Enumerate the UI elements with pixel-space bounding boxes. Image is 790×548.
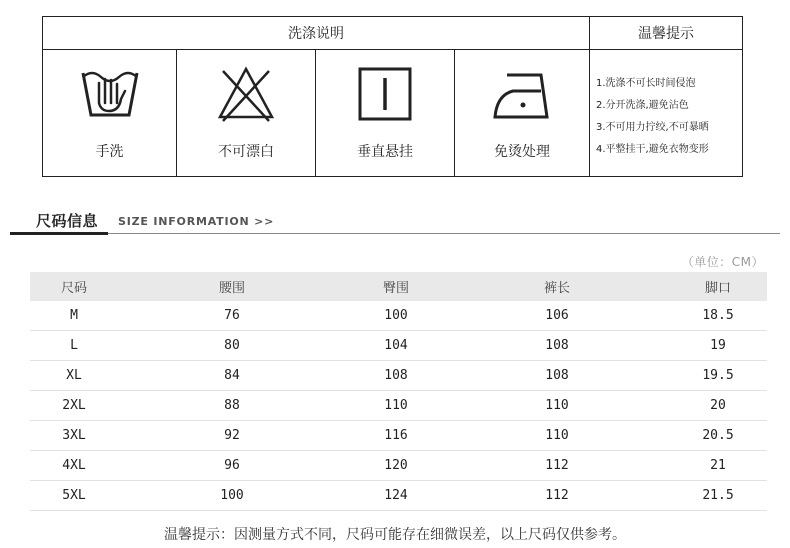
header-cell-size: 尺码	[60, 281, 88, 296]
drip-dry-icon	[354, 63, 416, 125]
care-header-row	[43, 17, 742, 50]
table-cell: 84	[224, 368, 240, 383]
table-cell: 108	[545, 338, 569, 353]
table-cell: 3XL	[62, 428, 86, 443]
table-cell: 20.5	[702, 428, 734, 443]
size-table-header	[30, 272, 767, 301]
table-cell: 110	[545, 398, 569, 413]
table-cell: 19	[710, 338, 726, 353]
table-cell: 96	[224, 458, 240, 473]
table-cell: 19.5	[702, 368, 734, 383]
table-row	[30, 421, 767, 451]
care-item-label: 不可漂白	[218, 144, 274, 160]
table-row	[30, 331, 767, 361]
table-cell: 120	[384, 458, 408, 473]
iron-icon	[489, 63, 555, 125]
table-cell: 100	[384, 308, 408, 323]
table-cell: 112	[545, 488, 569, 503]
header-cell-length: 裤长	[543, 281, 571, 296]
size-table	[30, 272, 767, 511]
table-cell: 110	[384, 398, 408, 413]
header-cell-waist: 腰围	[218, 281, 246, 296]
size-section-subtitle: SIZE INFORMATION >>	[118, 215, 275, 228]
care-item-hand-wash	[43, 49, 177, 176]
care-item-label: 免烫处理	[494, 144, 550, 160]
table-cell: 5XL	[62, 488, 86, 503]
table-cell: 2XL	[62, 398, 86, 413]
table-cell: XL	[66, 368, 82, 383]
section-divider	[10, 233, 780, 234]
care-item-no-bleach	[177, 49, 316, 176]
table-row	[30, 361, 767, 391]
care-item-iron	[455, 49, 589, 176]
table-cell: 104	[384, 338, 408, 353]
table-row	[30, 451, 767, 481]
no-bleach-icon	[215, 63, 277, 125]
table-cell: 106	[545, 308, 569, 323]
table-cell: 21.5	[702, 488, 734, 503]
table-cell: 4XL	[62, 458, 86, 473]
care-item-label: 手洗	[95, 144, 124, 160]
table-row	[30, 481, 767, 511]
tip-item: 4.平整挂干,避免衣物变形	[596, 144, 709, 155]
care-tips-list	[589, 49, 742, 176]
table-cell: 88	[224, 398, 240, 413]
unit-label: （单位：CM）	[681, 255, 764, 269]
hand-wash-icon	[79, 63, 141, 125]
table-cell: 116	[384, 428, 408, 443]
table-cell: 112	[545, 458, 569, 473]
table-row	[30, 391, 767, 421]
table-cell: 108	[545, 368, 569, 383]
table-cell: 92	[224, 428, 240, 443]
care-instructions-table	[42, 16, 743, 177]
table-cell: 108	[384, 368, 408, 383]
tip-item: 1.洗涤不可长时间侵泡	[596, 78, 696, 89]
header-cell-leg-opening: 脚口	[704, 281, 732, 296]
table-cell: 100	[220, 488, 244, 503]
header-cell-hip: 臀围	[382, 281, 410, 296]
care-item-drip-dry	[316, 49, 455, 176]
table-cell: 110	[545, 428, 569, 443]
table-cell: 18.5	[702, 308, 734, 323]
measurement-note: 温馨提示：因测量方式不同，尺码可能存在细微误差，以上尺码仅供参考。	[164, 527, 626, 543]
tips-title: 温馨提示	[589, 17, 742, 49]
tip-item: 2.分开洗涤,避免沾色	[596, 100, 689, 111]
tip-item: 3.不可用力拧绞,不可暴晒	[596, 122, 709, 133]
size-section-title: 尺码信息	[36, 212, 99, 230]
table-cell: 21	[710, 458, 726, 473]
care-title: 洗涤说明	[288, 26, 344, 42]
table-row	[30, 301, 767, 331]
table-cell: 124	[384, 488, 408, 503]
table-cell: 20	[710, 398, 726, 413]
table-cell: 80	[224, 338, 240, 353]
care-item-label: 垂直悬挂	[357, 144, 413, 160]
table-cell: L	[70, 338, 78, 353]
section-divider-accent	[10, 232, 108, 235]
table-cell: M	[70, 308, 78, 323]
table-cell: 76	[224, 308, 240, 323]
